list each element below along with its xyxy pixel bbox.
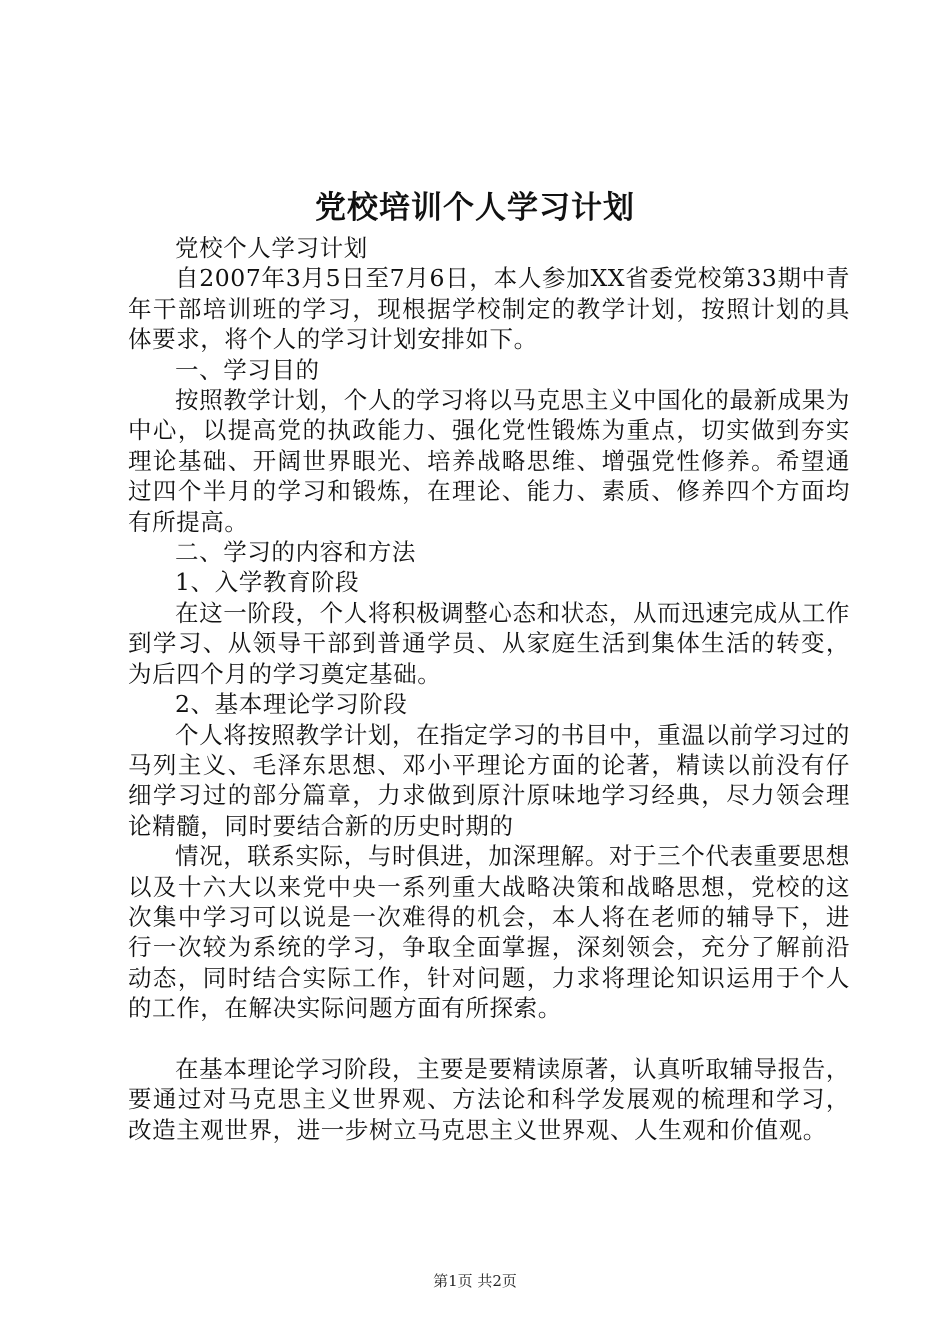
subsection-heading-theory: 2、基本理论学习阶段 (175, 690, 408, 719)
goals-paragraph: 按照教学计划，个人的学习将以马克思主义中国化的最新成果为中心，以提高党的执政能力、强化党性锻炼为重点，切实做到夯实理论基础、开阔世界眼光、培养战略思维、增强党性修养。希望通过四个半月的学习和锻炼，在理论、能力、素质、修养四个方面均有所提高。 (128, 386, 850, 536)
section-heading-content-methods: 二、学习的内容和方法 (175, 538, 416, 567)
paragraph-spacer (128, 1024, 850, 1054)
theory-paragraph-2: 情况，联系实际，与时俱进，加深理解。对于三个代表重要思想以及十六大以来党中央一系列重大战略决策和战略思想，党校的这次集中学习可以说是一次难得的机会，本人将在老师的辅导下，进行一次较为系统的学习，争取全面掌握，深刻领会，充分了解前沿动态，同时结合实际工作，针对问题，力求将理论知识运用于个人的工作，在解决实际问题方面有所探索。 (128, 842, 850, 1023)
orientation-paragraph: 在这一阶段，个人将积极调整心态和状态，从而迅速完成从工作到学习、从领导干部到普通学员、从家庭生活到集体生活的转变，为后四个月的学习奠定基础。 (128, 598, 850, 688)
theory-paragraph-1: 个人将按照教学计划，在指定学习的书目中，重温以前学习过的马列主义、毛泽东思想、邓小平理论方面的论著，精读以前没有仔细学习过的部分篇章，力求做到原汁原味地学习经典，尽力领会理论精髓，同时要结合新的历史时期的 (128, 720, 850, 840)
intro-paragraph: 自2007年3月5日至7月6日，本人参加XX省委党校第33期中青年干部培训班的学习，现根据学校制定的教学计划，按照计划的具体要求，将个人的学习计划安排如下。 (128, 264, 850, 354)
section-heading-goals: 一、学习目的 (175, 355, 320, 384)
subtitle-paragraph: 党校个人学习计划 (175, 234, 368, 262)
document-body (128, 233, 850, 1145)
theory-paragraph-3: 在基本理论学习阶段，主要是要精读原著，认真听取辅导报告，要通过对马克思主义世界观、方法论和科学发展观的梳理和学习，改造主观世界，进一步树立马克思主义世界观、人生观和价值观。 (128, 1054, 850, 1144)
page-footer: 第1页 共2页 (433, 1272, 517, 1290)
document-title: 党校培训个人学习计划 (315, 190, 635, 226)
subsection-heading-orientation: 1、入学教育阶段 (175, 568, 360, 597)
